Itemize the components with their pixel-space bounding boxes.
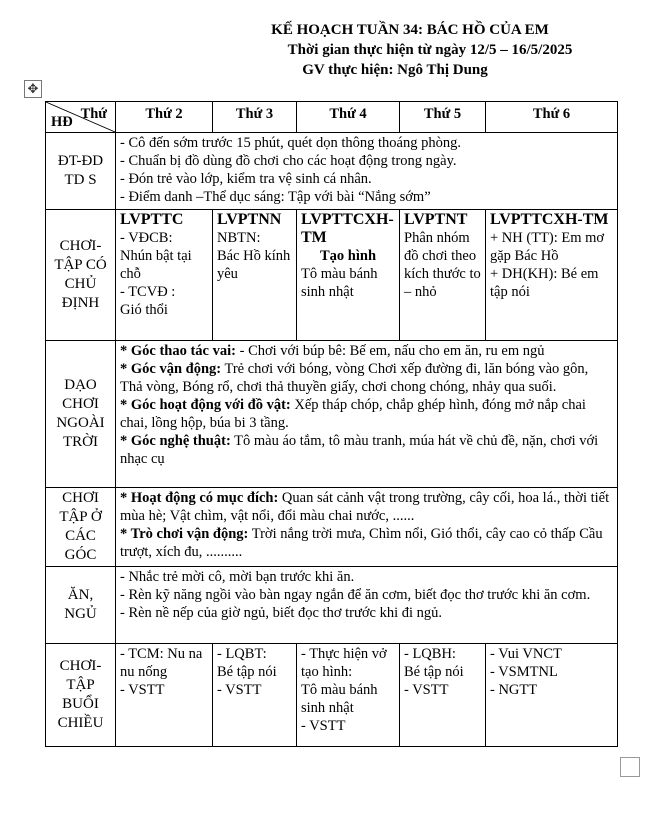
outdoor-item: * Góc nghệ thuật: Tô màu áo tắm, tô màu tranh, múa hát về chủ đề, nặn, chơi với nhạc cụ bbox=[120, 433, 599, 467]
document-header bbox=[0, 20, 670, 80]
corners-item: * Trò chơi vận động: Trời nắng trời mưa, Chìm nổi, Gió thổi, cây cao cỏ thấp Cầu trượt, xích đu, .......... bbox=[120, 526, 603, 560]
corner-day-label: Thứ bbox=[80, 106, 107, 122]
afternoon-text: - TCM: Nu na nu nống bbox=[120, 646, 203, 680]
outdoor-item: * Góc hoạt động với đồ vật: Xếp tháp chóp, chắp ghép hình, đóng mở nắp chai chai, lồng hộp, búa bi 3 tầng. bbox=[120, 397, 586, 431]
afternoon-tue bbox=[213, 644, 297, 747]
row-meal-sleep bbox=[46, 567, 618, 644]
lesson-title: LVPTNT bbox=[404, 211, 468, 228]
day-header-thu: Thứ 5 bbox=[400, 102, 486, 133]
row-lessons bbox=[46, 210, 618, 341]
corners-item: * Hoạt động có mục đích: Quan sát cảnh vật trong trường, cây cối, hoa lá., thời tiết mùa hè; Vật chìm, vật nổi, đổi màu chai nước, ...... bbox=[120, 490, 610, 524]
row-morning bbox=[46, 133, 618, 210]
outdoor-content bbox=[116, 341, 618, 488]
row-label-morning: ĐT-ĐD TD S bbox=[46, 133, 116, 210]
morning-line: - Đón trẻ vào lớp, kiểm tra vệ sinh cá nhân. bbox=[120, 171, 372, 187]
afternoon-text: - Vui VNCT bbox=[490, 646, 562, 662]
row-label-lessons: CHƠI-TẬP CÓ CHỦ ĐỊNH bbox=[46, 210, 116, 341]
lesson-text: Bác Hồ kính yêu bbox=[217, 248, 291, 282]
row-outdoor bbox=[46, 341, 618, 488]
afternoon-mon bbox=[116, 644, 213, 747]
afternoon-text: Bé tập nói bbox=[404, 664, 464, 680]
day-header-mon: Thứ 2 bbox=[116, 102, 213, 133]
plan-title: KẾ HOẠCH TUẦN 34: BÁC HỒ CỦA EM bbox=[271, 22, 549, 38]
lesson-tue bbox=[213, 210, 297, 341]
afternoon-text: - VSTT bbox=[404, 682, 449, 698]
afternoon-text: - NGTT bbox=[490, 682, 538, 698]
lesson-thu bbox=[400, 210, 486, 341]
afternoon-fri bbox=[486, 644, 618, 747]
meal-line: - Rèn nề nếp của giờ ngủ, biết đọc thơ trước khi đi ngủ. bbox=[120, 605, 443, 621]
row-label-corners: CHƠI TẬP Ở CÁC GÓC bbox=[46, 488, 116, 567]
meal-line: - Nhắc trẻ mời cô, mời bạn trước khi ăn. bbox=[120, 569, 355, 585]
lesson-text: Gió thổi bbox=[120, 302, 168, 318]
row-afternoon bbox=[46, 644, 618, 747]
afternoon-text: - Thực hiện vở tạo hình: bbox=[301, 646, 387, 680]
afternoon-text: - LQBT: bbox=[217, 646, 267, 662]
move-handle-icon[interactable]: ✥ bbox=[24, 80, 42, 98]
afternoon-text: Bé tập nói bbox=[217, 664, 277, 680]
lesson-text: Tô màu bánh sinh nhật bbox=[301, 266, 378, 300]
lesson-title: LVPTNN bbox=[217, 211, 282, 228]
morning-line: - Cô đến sớm trước 15 phút, quét dọn thông thoáng phòng. bbox=[120, 135, 461, 151]
lesson-wed bbox=[297, 210, 400, 341]
table-header-row bbox=[46, 102, 618, 133]
afternoon-text: - VSTT bbox=[217, 682, 262, 698]
lesson-title: LVPTTC bbox=[120, 211, 184, 228]
lesson-text: + NH (TT): Em mơ gặp Bác Hồ bbox=[490, 230, 605, 264]
morning-line: - Điểm danh –Thể dục sáng: Tập với bài “Nắng sớm” bbox=[120, 189, 431, 205]
afternoon-text: - LQBH: bbox=[404, 646, 456, 662]
morning-line: - Chuẩn bị đồ dùng đồ chơi cho các hoạt động trong ngày. bbox=[120, 153, 457, 169]
lesson-text: Nhún bật tại chỗ bbox=[120, 248, 192, 282]
lesson-fri bbox=[486, 210, 618, 341]
lesson-title: LVPTTCXH-TM bbox=[490, 211, 609, 228]
lesson-text: - TCVĐ : bbox=[120, 284, 176, 300]
afternoon-text: Tô màu bánh sinh nhật bbox=[301, 682, 378, 716]
row-label-afternoon: CHƠI-TẬP BUỔI CHIỀU bbox=[46, 644, 116, 747]
lesson-text: NBTN: bbox=[217, 230, 261, 246]
corner-cell bbox=[46, 102, 116, 133]
plan-time: Thời gian thực hiện từ ngày 12/5 – 16/5/2025 bbox=[287, 42, 573, 58]
lesson-mon bbox=[116, 210, 213, 341]
corner-activity-label: HĐ bbox=[51, 114, 73, 130]
meal-sleep-content bbox=[116, 567, 618, 644]
lesson-text: - VĐCB: bbox=[120, 230, 173, 246]
meal-line: - Rèn kỹ năng ngồi vào bàn ngay ngắn để ăn cơm, biết đọc thơ trước khi ăn cơm. bbox=[120, 587, 591, 603]
afternoon-text: - VSMTNL bbox=[490, 664, 558, 680]
lesson-text: Phân nhóm đồ chơi theo kích thước to – nhỏ bbox=[404, 230, 481, 300]
plan-teacher: GV thực hiện: Ngô Thị Dung bbox=[302, 62, 488, 78]
day-header-wed: Thứ 4 bbox=[297, 102, 400, 133]
afternoon-thu bbox=[400, 644, 486, 747]
resize-handle-icon[interactable] bbox=[620, 757, 640, 777]
weekly-plan-table bbox=[45, 101, 618, 747]
morning-content bbox=[116, 133, 618, 210]
outdoor-item: * Góc vận động: Trẻ chơi với bóng, vòng Chơi xếp đường đi, lăn bóng vào gôn, Thả vòng, Bóng rổ, chơi thả thuyền giấy, chơi chong chóng, nhảy qua suối. bbox=[120, 361, 589, 395]
row-label-outdoor: DẠO CHƠI NGOÀI TRỜI bbox=[46, 341, 116, 488]
lesson-title: LVPTTCXH-TM bbox=[301, 211, 394, 246]
row-corners bbox=[46, 488, 618, 567]
afternoon-wed bbox=[297, 644, 400, 747]
lesson-subject: Tạo hình bbox=[319, 248, 377, 264]
day-header-fri: Thứ 6 bbox=[486, 102, 618, 133]
outdoor-item: * Góc thao tác vai: - Chơi với búp bê: Bế em, nấu cho em ăn, ru em ngủ bbox=[120, 343, 545, 359]
afternoon-text: - VSTT bbox=[120, 682, 165, 698]
afternoon-text: - VSTT bbox=[301, 718, 346, 734]
day-header-tue: Thứ 3 bbox=[213, 102, 297, 133]
row-label-meal-sleep: ĂN, NGỦ bbox=[46, 567, 116, 644]
lesson-text: + DH(KH): Bé em tập nói bbox=[490, 266, 599, 300]
corners-content bbox=[116, 488, 618, 567]
